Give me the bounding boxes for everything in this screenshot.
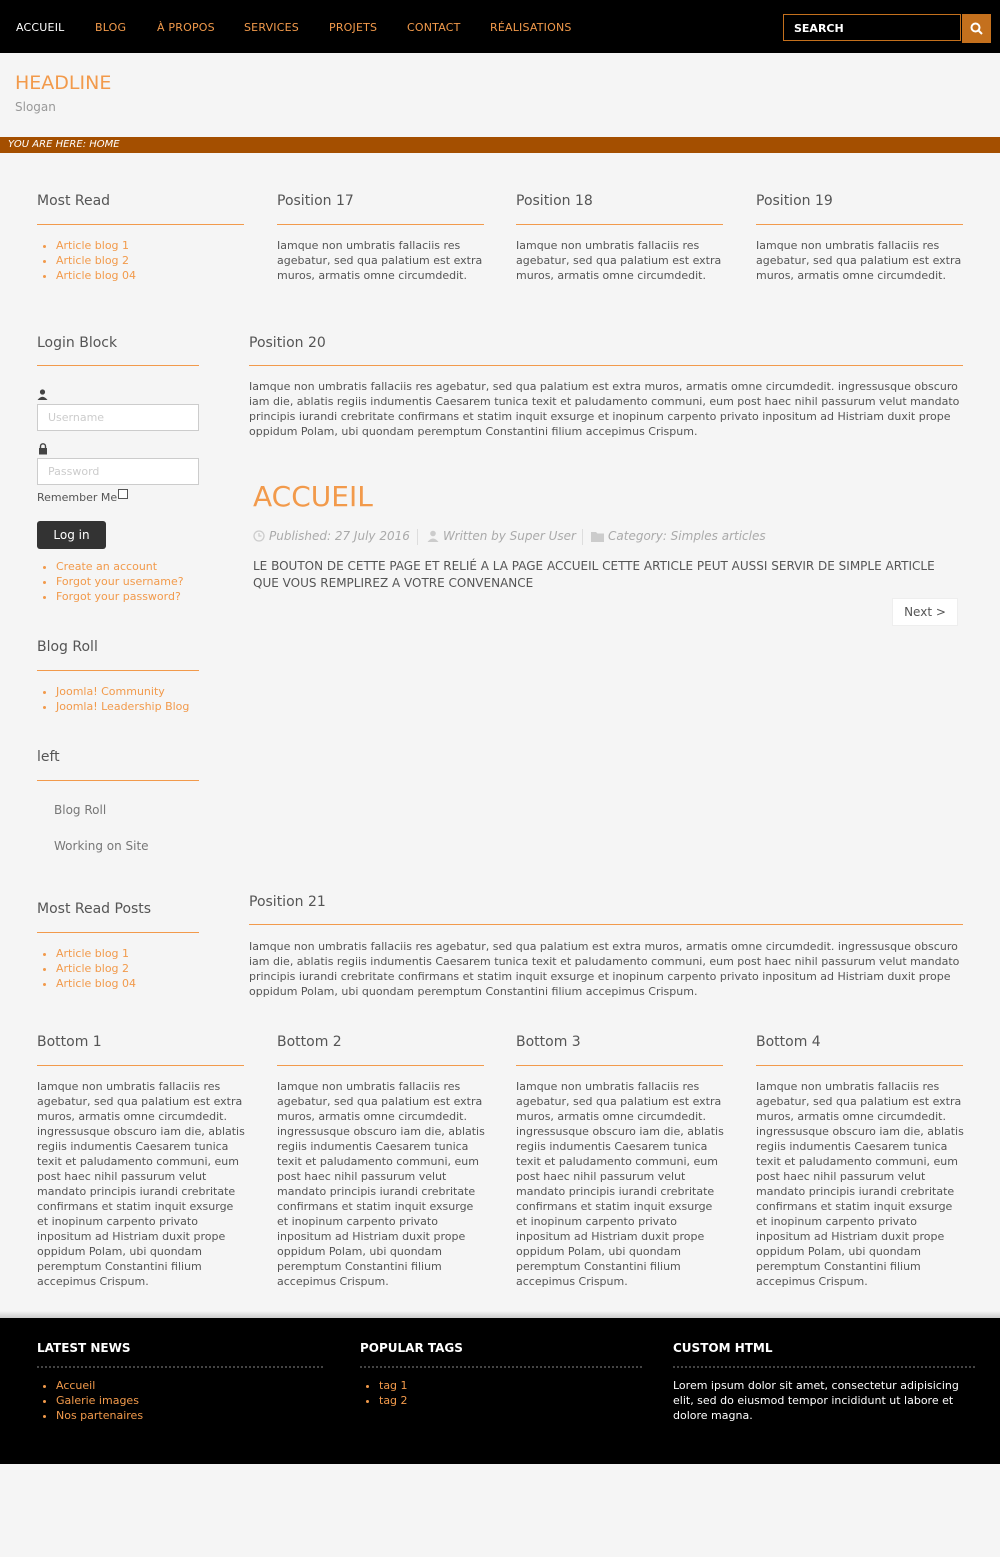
footer-shadow bbox=[0, 1311, 1000, 1318]
divider bbox=[249, 924, 963, 925]
article-author: Written by Super User bbox=[443, 529, 576, 543]
list-item[interactable]: • Article blog 1 bbox=[56, 238, 136, 253]
most-read-posts-title: Most Read Posts bbox=[37, 901, 152, 917]
bottom-4-title: Bottom 4 bbox=[756, 1034, 821, 1050]
nav-item-contact[interactable]: CONTACT bbox=[407, 21, 461, 34]
position-17-title: Position 17 bbox=[277, 193, 354, 209]
nav-item-blog[interactable]: BLOG bbox=[95, 21, 127, 34]
search-icon bbox=[962, 14, 991, 43]
most-read-title: Most Read bbox=[37, 193, 111, 209]
blog-roll-list bbox=[37, 684, 189, 714]
list-item[interactable]: • Article blog 1 bbox=[56, 946, 136, 961]
remember-me-label: Remember Me bbox=[37, 491, 118, 504]
custom-html-text: Lorem ipsum dolor sit amet, consectetur adipisicing elit, sed do eiusmod tempor incididunt ut labore et dolore magna. bbox=[673, 1379, 959, 1422]
custom-html-title: CUSTOM HTML bbox=[673, 1341, 773, 1355]
position-20-text: Iamque non umbratis fallaciis res agebatur, sed qua palatium est extra muros, armatis omne circumdedit. ingressusque obscuro iam die, ablatis regiis indumentis Caesarem tunica texit et paludamento communi, eum post haec nihil passurum velut mandato principis iurandi crebritate confirmans et statim inquit exsurge et inopinum carpento privato inpositum ad Histriam duxit prope oppidum Polam, ubi quondam peremptum Constantini filium accepimus Crispum. bbox=[249, 380, 960, 438]
position-21-title: Position 21 bbox=[249, 894, 326, 910]
left-menu-item-working-on-site[interactable]: Working on Site bbox=[54, 839, 149, 853]
position-19-title: Position 19 bbox=[756, 193, 833, 209]
site-slogan: Slogan bbox=[15, 100, 56, 114]
article-category: Category: Simples articles bbox=[608, 529, 766, 543]
nav-item-services[interactable]: SERVICES bbox=[244, 21, 299, 34]
divider bbox=[37, 365, 199, 366]
list-item[interactable]: • Article blog 2 bbox=[56, 961, 136, 976]
bottom-3-text: Iamque non umbratis fallaciis res agebatur, sed qua palatium est extra muros, armatis omne circumdedit. ingressusque obscuro iam die, ablatis regiis indumentis Caesarem tunica texit et paludamento communi, eum post haec nihil passurum velut mandato principis iurandi crebritate confirmans et statim inquit exsurge et inopinum carpento privato inpositum ad Histriam duxit prope oppidum Polam, ubi quondam peremptum Constantini filium accepimus Crispum. bbox=[516, 1080, 724, 1288]
bottom-4-text: Iamque non umbratis fallaciis res agebatur, sed qua palatium est extra muros, armatis omne circumdedit. ingressusque obscuro iam die, ablatis regiis indumentis Caesarem tunica texit et paludamento communi, eum post haec nihil passurum velut mandato principis iurandi crebritate confirmans et statim inquit exsurge et inopinum carpento privato inpositum ad Histriam duxit prope oppidum Polam, ubi quondam peremptum Constantini filium accepimus Crispum. bbox=[756, 1080, 964, 1288]
breadcrumb-text: YOU ARE HERE: HOME bbox=[8, 139, 120, 150]
clock-icon bbox=[253, 530, 265, 542]
divider bbox=[37, 670, 199, 671]
bottom-2-title: Bottom 2 bbox=[277, 1034, 342, 1050]
password-input[interactable]: Password bbox=[37, 458, 199, 485]
most-read-list bbox=[37, 238, 136, 283]
list-item[interactable]: • Joomla! Leadership Blog bbox=[56, 699, 189, 714]
login-links bbox=[37, 559, 184, 604]
bottom-2-text: Iamque non umbratis fallaciis res agebatur, sed qua palatium est extra muros, armatis omne circumdedit. ingressusque obscuro iam die, ablatis regiis indumentis Caesarem tunica texit et paludamento communi, eum post haec nihil passurum velut mandato principis iurandi crebritate confirmans et statim inquit exsurge et inopinum carpento privato inpositum ad Histriam duxit prope oppidum Polam, ubi quondam peremptum Constantini filium accepimus Crispum. bbox=[277, 1080, 485, 1288]
divider bbox=[756, 224, 963, 225]
most-read-posts-list bbox=[37, 946, 136, 991]
nav-item-a-propos[interactable]: À PROPOS bbox=[157, 21, 215, 34]
folder-icon bbox=[591, 531, 604, 542]
divider bbox=[249, 365, 963, 366]
divider bbox=[37, 1065, 244, 1066]
list-item[interactable]: • Joomla! Community bbox=[56, 684, 189, 699]
site-headline: HEADLINE bbox=[15, 72, 112, 94]
nav-item-projets[interactable]: PROJETS bbox=[329, 21, 378, 34]
meta-divider bbox=[582, 529, 583, 545]
forgot-username-link[interactable]: • Forgot your username? bbox=[56, 574, 184, 589]
meta-divider bbox=[417, 529, 418, 545]
position-19-text: Iamque non umbratis fallaciis res agebatur, sed qua palatium est extra muros, armatis omne circumdedit. bbox=[756, 239, 962, 282]
divider bbox=[37, 1366, 323, 1368]
lock-icon bbox=[38, 443, 48, 455]
nav-item-accueil[interactable]: ACCUEIL bbox=[16, 21, 65, 34]
divider bbox=[277, 224, 484, 225]
login-button[interactable]: Log in bbox=[37, 521, 106, 549]
nav-item-realisations[interactable]: RÉALISATIONS bbox=[490, 21, 572, 34]
latest-news-title: LATEST NEWS bbox=[37, 1341, 131, 1355]
list-item[interactable]: • Galerie images bbox=[56, 1393, 143, 1408]
divider bbox=[516, 1065, 723, 1066]
position-18-text: Iamque non umbratis fallaciis res agebatur, sed qua palatium est extra muros, armatis omne circumdedit. bbox=[516, 239, 722, 282]
published-date: Published: 27 July 2016 bbox=[269, 529, 410, 543]
search-input[interactable]: SEARCH bbox=[783, 14, 961, 41]
list-item[interactable]: • Article blog 2 bbox=[56, 253, 136, 268]
login-block-title: Login Block bbox=[37, 335, 118, 351]
divider bbox=[37, 780, 199, 781]
position-21-text: Iamque non umbratis fallaciis res agebatur, sed qua palatium est extra muros, armatis omne circumdedit. ingressusque obscuro iam die, ablatis regiis indumentis Caesarem tunica texit et paludamento communi, eum post haec nihil passurum velut mandato principis iurandi crebritate confirmans et statim inquit exsurge et inopinum carpento privato inpositum ad Histriam duxit prope oppidum Polam, ubi quondam peremptum Constantini filium accepimus Crispum. bbox=[249, 940, 960, 998]
list-item[interactable]: • Article blog 04 bbox=[56, 976, 136, 991]
bottom-1-text: Iamque non umbratis fallaciis res agebatur, sed qua palatium est extra muros, armatis omne circumdedit. ingressusque obscuro iam die, ablatis regiis indumentis Caesarem tunica texit et paludamento communi, eum post haec nihil passurum velut mandato principis iurandi crebritate confirmans et statim inquit exsurge et inopinum carpento privato inpositum ad Histriam duxit prope oppidum Polam, ubi quondam peremptum Constantini filium accepimus Crispum. bbox=[37, 1080, 245, 1288]
divider bbox=[360, 1366, 642, 1368]
popular-tags-list bbox=[360, 1378, 408, 1408]
list-item[interactable]: • Accueil bbox=[56, 1378, 143, 1393]
latest-news-list bbox=[37, 1378, 143, 1423]
search-button[interactable] bbox=[962, 14, 991, 43]
list-item[interactable]: • Nos partenaires bbox=[56, 1408, 143, 1423]
breadcrumb bbox=[0, 137, 1000, 153]
user-icon bbox=[37, 389, 48, 400]
left-menu-item-blog-roll[interactable]: Blog Roll bbox=[54, 803, 107, 817]
article-title[interactable]: ACCUEIL bbox=[253, 480, 373, 513]
list-item[interactable]: • Article blog 04 bbox=[56, 268, 136, 283]
remember-me-checkbox[interactable] bbox=[118, 489, 128, 499]
popular-tags-title: POPULAR TAGS bbox=[360, 1341, 463, 1355]
divider bbox=[516, 224, 723, 225]
username-input[interactable]: Username bbox=[37, 404, 199, 431]
left-menu-title: left bbox=[37, 749, 60, 765]
tag-item[interactable]: • tag 2 bbox=[379, 1393, 408, 1408]
tag-item[interactable]: • tag 1 bbox=[379, 1378, 408, 1393]
divider bbox=[37, 224, 244, 225]
position-17-text: Iamque non umbratis fallaciis res agebatur, sed qua palatium est extra muros, armatis omne circumdedit. bbox=[277, 239, 483, 282]
blog-roll-title: Blog Roll bbox=[37, 639, 98, 655]
next-button[interactable]: Next > bbox=[892, 598, 958, 626]
user-icon bbox=[427, 530, 439, 542]
divider bbox=[673, 1366, 975, 1368]
bottom-3-title: Bottom 3 bbox=[516, 1034, 581, 1050]
divider bbox=[37, 932, 199, 933]
position-20-title: Position 20 bbox=[249, 335, 326, 351]
bottom-1-title: Bottom 1 bbox=[37, 1034, 102, 1050]
forgot-password-link[interactable]: • Forgot your password? bbox=[56, 589, 184, 604]
article-body: LE BOUTON DE CETTE PAGE ET RELIÉ A LA PAGE ACCUEIL CETTE ARTICLE PEUT AUSSI SERVIR DE SIMPLE ARTICLE QUE VOUS REMPLIREZ A VOTRE CONVENANCE bbox=[253, 559, 935, 590]
position-18-title: Position 18 bbox=[516, 193, 593, 209]
create-account-link[interactable]: • Create an account bbox=[56, 559, 184, 574]
divider bbox=[277, 1065, 484, 1066]
divider bbox=[756, 1065, 963, 1066]
